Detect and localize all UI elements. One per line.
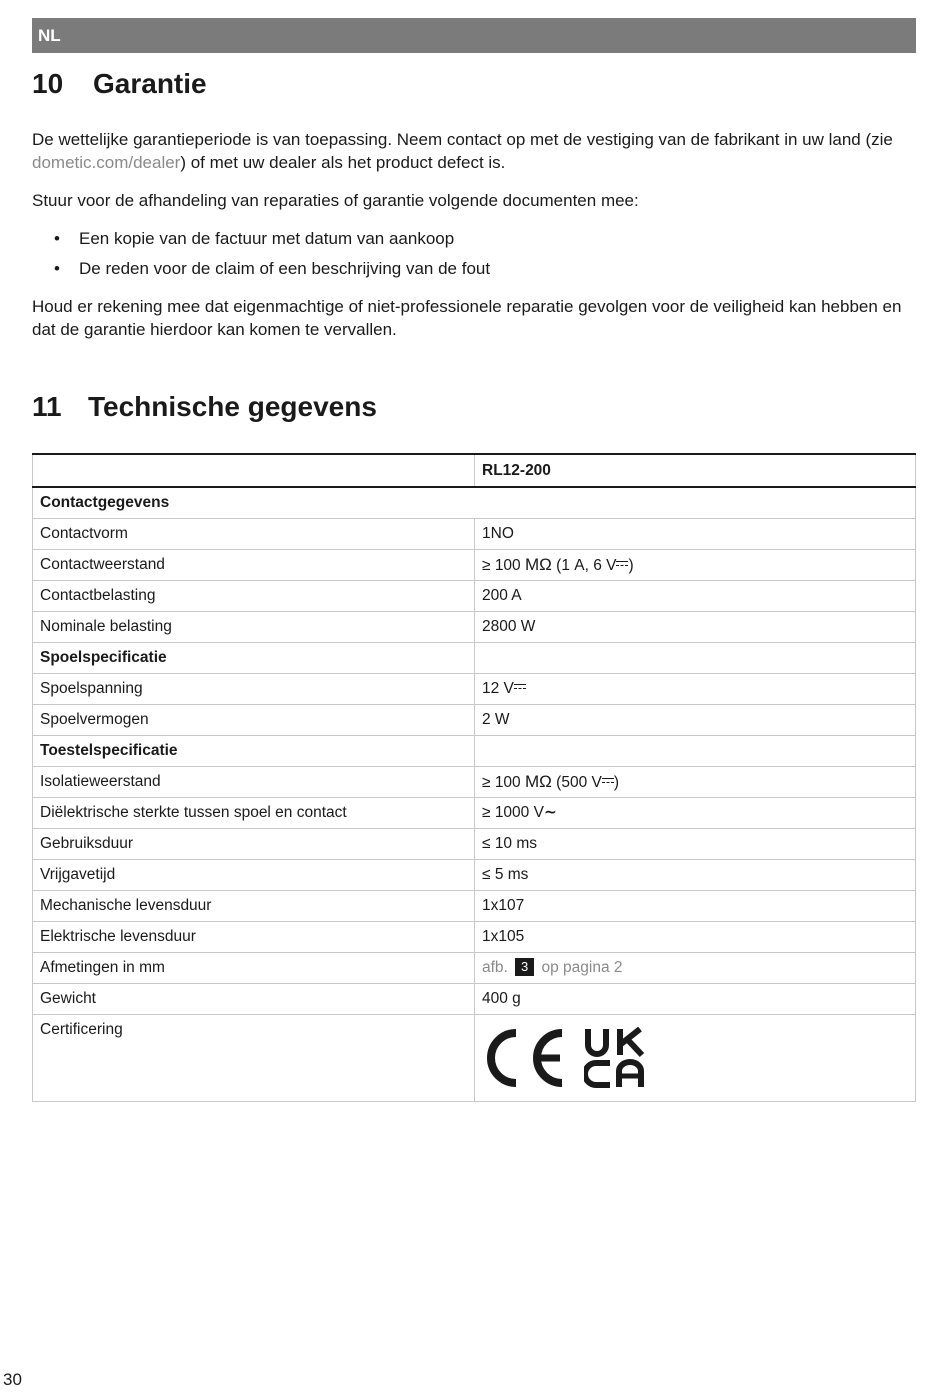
row-value: 400 g bbox=[475, 983, 916, 1014]
value-text: (1 A, 6 V bbox=[551, 556, 617, 574]
table-row bbox=[33, 921, 916, 952]
section-title: Technische gegevens bbox=[88, 391, 377, 422]
row-label: Isolatieweerstand bbox=[33, 766, 475, 797]
row-label: Spoelvermogen bbox=[33, 704, 475, 735]
section-title: Garantie bbox=[93, 68, 207, 99]
row-label: Vrijgavetijd bbox=[33, 859, 475, 890]
table-row bbox=[33, 890, 916, 921]
header-cell-empty bbox=[33, 454, 475, 487]
value-text: op pagina 2 bbox=[537, 959, 623, 976]
section-heading-technische-gegevens bbox=[32, 391, 377, 423]
language-bar bbox=[32, 18, 916, 53]
figure-reference[interactable] bbox=[475, 952, 916, 983]
row-label: Diëlektrische sterkte tussen spoel en contact bbox=[33, 797, 475, 828]
table-row bbox=[33, 952, 916, 983]
text: ) of met uw dealer als het product defect is. bbox=[180, 153, 506, 172]
section-heading-garantie bbox=[32, 68, 207, 100]
row-value bbox=[475, 797, 916, 828]
table-section-row bbox=[33, 642, 916, 673]
table-row bbox=[33, 611, 916, 642]
table-row bbox=[33, 797, 916, 828]
row-label: Gebruiksduur bbox=[33, 828, 475, 859]
section-number: 11 bbox=[32, 391, 62, 422]
ac-symbol-icon: ∼ bbox=[543, 804, 557, 821]
table-row bbox=[33, 704, 916, 735]
row-label: Contactbelasting bbox=[33, 580, 475, 611]
language-code: NL bbox=[38, 26, 61, 45]
model-header: RL12-200 bbox=[475, 454, 916, 487]
row-value: ≤ 10 ms bbox=[475, 828, 916, 859]
dc-symbol-icon bbox=[616, 559, 628, 569]
section-label-contact: Contactgegevens bbox=[33, 487, 916, 518]
row-label: Certificering bbox=[33, 1014, 475, 1101]
row-label: Elektrische levensduur bbox=[33, 921, 475, 952]
table-row bbox=[33, 580, 916, 611]
value-text: ≥ 1000 V bbox=[482, 804, 544, 821]
dealer-link[interactable]: dometic.com/dealer bbox=[32, 153, 181, 172]
table-row bbox=[33, 983, 916, 1014]
row-label: Afmetingen in mm bbox=[33, 952, 475, 983]
row-label: Mechanische levensduur bbox=[33, 890, 475, 921]
row-value: 2800 W bbox=[475, 611, 916, 642]
row-value bbox=[475, 549, 916, 580]
list-item-text: Een kopie van de factuur met datum van aankoop bbox=[79, 229, 455, 248]
unit-text: MΩ bbox=[524, 771, 552, 791]
table-row bbox=[33, 766, 916, 797]
row-value: 1NO bbox=[475, 518, 916, 549]
paragraph-documents: Stuur voor de afhandeling van reparaties of garantie volgende documenten mee: bbox=[32, 191, 639, 210]
row-label: Nominale belasting bbox=[33, 611, 475, 642]
value-text: ≥ 100 bbox=[482, 556, 525, 574]
table-header-row bbox=[33, 454, 916, 487]
ce-mark-icon bbox=[482, 1027, 574, 1089]
row-label: Contactvorm bbox=[33, 518, 475, 549]
table-row bbox=[33, 1014, 916, 1101]
dc-symbol-icon bbox=[514, 682, 526, 692]
paragraph-repair-warning: Houd er rekening mee dat eigenmachtige of niet-professionele reparatie gevolgen voor de veiligheid kan hebben en dat de garantie hierdoor kan komen te vervallen. bbox=[32, 297, 902, 339]
page-number: 30 bbox=[3, 1370, 22, 1389]
row-value: 1x107 bbox=[475, 890, 916, 921]
value-text: ) bbox=[613, 773, 620, 791]
value-text: (500 V bbox=[551, 773, 602, 791]
table-row bbox=[33, 518, 916, 549]
empty-cell bbox=[475, 642, 916, 673]
list-item: • Een kopie van de factuur met datum van aankoop bbox=[54, 229, 455, 248]
row-value: 200 A bbox=[475, 580, 916, 611]
table-row bbox=[33, 673, 916, 704]
certification-logos bbox=[475, 1014, 916, 1101]
ukca-mark-icon bbox=[584, 1027, 650, 1089]
row-value: 2 W bbox=[475, 704, 916, 735]
text: De wettelijke garantieperiode is van toepassing. Neem contact op met de vestiging van de fabrikant in uw land (zie bbox=[32, 130, 893, 149]
technical-data-table bbox=[32, 453, 916, 1102]
empty-cell bbox=[475, 735, 916, 766]
section-label-coil: Spoelspecificatie bbox=[33, 642, 475, 673]
dc-symbol-icon bbox=[602, 776, 614, 786]
table-section-row bbox=[33, 487, 916, 518]
row-value bbox=[475, 673, 916, 704]
figure-number-badge: 3 bbox=[515, 958, 534, 976]
list-item: • De reden voor de claim of een beschrijving van de fout bbox=[54, 259, 491, 278]
table-row bbox=[33, 549, 916, 580]
row-value: ≤ 5 ms bbox=[475, 859, 916, 890]
section-number: 10 bbox=[32, 68, 64, 99]
table-section-row bbox=[33, 735, 916, 766]
section-label-device: Toestelspecificatie bbox=[33, 735, 475, 766]
value-text: ≥ 100 bbox=[482, 773, 525, 791]
row-label: Spoelspanning bbox=[33, 673, 475, 704]
row-label: Gewicht bbox=[33, 983, 475, 1014]
unit-text: MΩ bbox=[524, 554, 552, 574]
value-text: afb. bbox=[482, 959, 513, 976]
value-text: ) bbox=[628, 556, 634, 574]
list-item-text: De reden voor de claim of een beschrijving van de fout bbox=[79, 259, 491, 278]
table-row bbox=[33, 859, 916, 890]
table-row bbox=[33, 828, 916, 859]
paragraph-warranty-intro bbox=[32, 128, 916, 174]
row-value: 1x105 bbox=[475, 921, 916, 952]
row-label: Contactweerstand bbox=[33, 549, 475, 580]
documents-list bbox=[32, 227, 916, 287]
row-value bbox=[475, 766, 916, 797]
value-text: 12 V bbox=[482, 679, 514, 697]
